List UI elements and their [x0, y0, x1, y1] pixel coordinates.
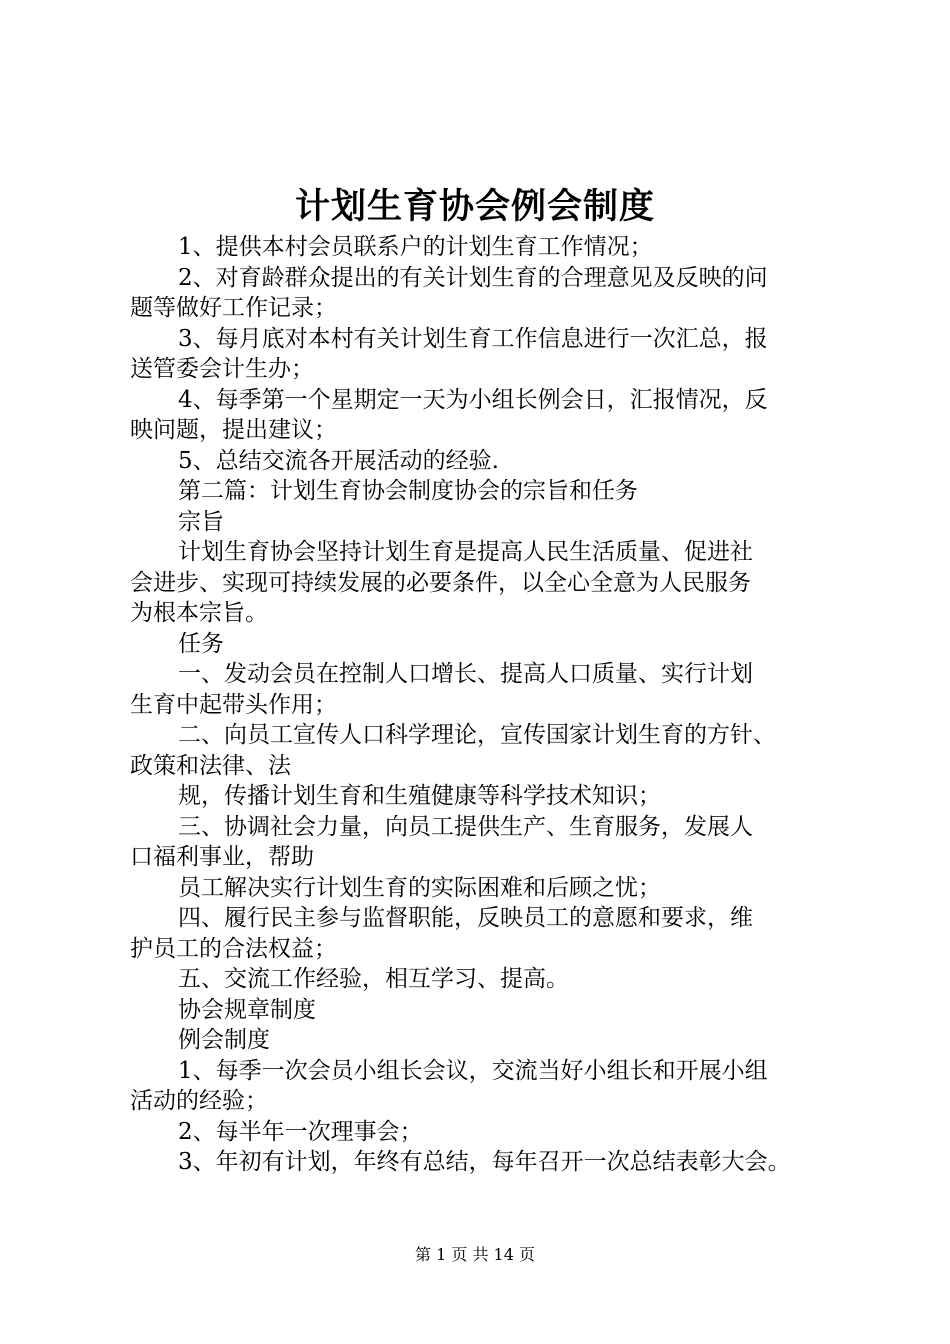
- paragraph-line: 一、发动会员在控制人口增长、提高人口质量、实行计划: [178, 661, 753, 687]
- paragraph-line: 员工解决实行计划生育的实际困难和后顾之忧；: [178, 874, 661, 901]
- paragraph-line: 3、每月底对本村有关计划生育工作信息进行一次汇总，报: [178, 325, 768, 352]
- paragraph-line: 为根本宗旨。: [130, 600, 268, 626]
- paragraph-line: 1、每季一次会员小组长会议，交流当好小组长和开展小组: [178, 1057, 768, 1084]
- paragraph-line: 计划生育协会坚持计划生育是提高人民生活质量、促进社: [178, 539, 753, 565]
- document-body: [130, 232, 835, 1178]
- page-footer: 第 1 页 共 14 页: [415, 1245, 535, 1264]
- paragraph-line: 协会规章制度: [178, 996, 316, 1023]
- paragraph-line: 宗旨: [178, 508, 224, 535]
- paragraph-line: 送管委会计生办；: [130, 356, 314, 382]
- paragraph-line: 3、年初有计划，年终有总结，每年召开一次总结表彰大会。: [178, 1149, 791, 1175]
- paragraph-line: 题等做好工作记录；: [130, 295, 337, 321]
- paragraph-line: 政策和法律、法: [130, 752, 291, 779]
- paragraph-line: 口福利事业，帮助: [130, 844, 314, 870]
- paragraph-line: 任务: [178, 630, 224, 657]
- paragraph-line: 三、协调社会力量，向员工提供生产、生育服务，发展人: [178, 813, 753, 840]
- paragraph-line: 活动的经验；: [130, 1088, 268, 1114]
- paragraph-line: 护员工的合法权益；: [130, 935, 337, 962]
- paragraph-line: 第二篇：计划生育协会制度协会的宗旨和任务: [178, 478, 638, 504]
- paragraph-line: 例会制度: [178, 1027, 270, 1053]
- paragraph-line: 1、提供本村会员联系户的计划生育工作情况；: [178, 234, 653, 260]
- paragraph-line: 五、交流工作经验，相互学习、提高。: [178, 966, 569, 992]
- paragraph-line: 规，传播计划生育和生殖健康等科学技术知识；: [178, 783, 661, 809]
- document-title: 计划生育协会例会制度: [294, 187, 655, 227]
- paragraph-line: 2、对育龄群众提出的有关计划生育的合理意见及反映的问: [178, 264, 768, 291]
- paragraph-line: 二、向员工宣传人口科学理论，宣传国家计划生育的方针、: [178, 722, 776, 748]
- paragraph-line: 映问题，提出建议；: [130, 417, 337, 443]
- paragraph-line: 2、每半年一次理事会；: [178, 1118, 423, 1145]
- paragraph-line: 会进步、实现可持续发展的必要条件，以全心全意为人民服务: [130, 569, 751, 596]
- paragraph-line: 生育中起带头作用；: [130, 691, 337, 718]
- paragraph-line: 四、履行民主参与监督职能，反映员工的意愿和要求，维: [178, 905, 753, 931]
- paragraph-line: 5、总结交流各开展活动的经验.: [178, 447, 499, 474]
- paragraph-line: 4、每季第一个星期定一天为小组长例会日，汇报情况，反: [178, 386, 768, 413]
